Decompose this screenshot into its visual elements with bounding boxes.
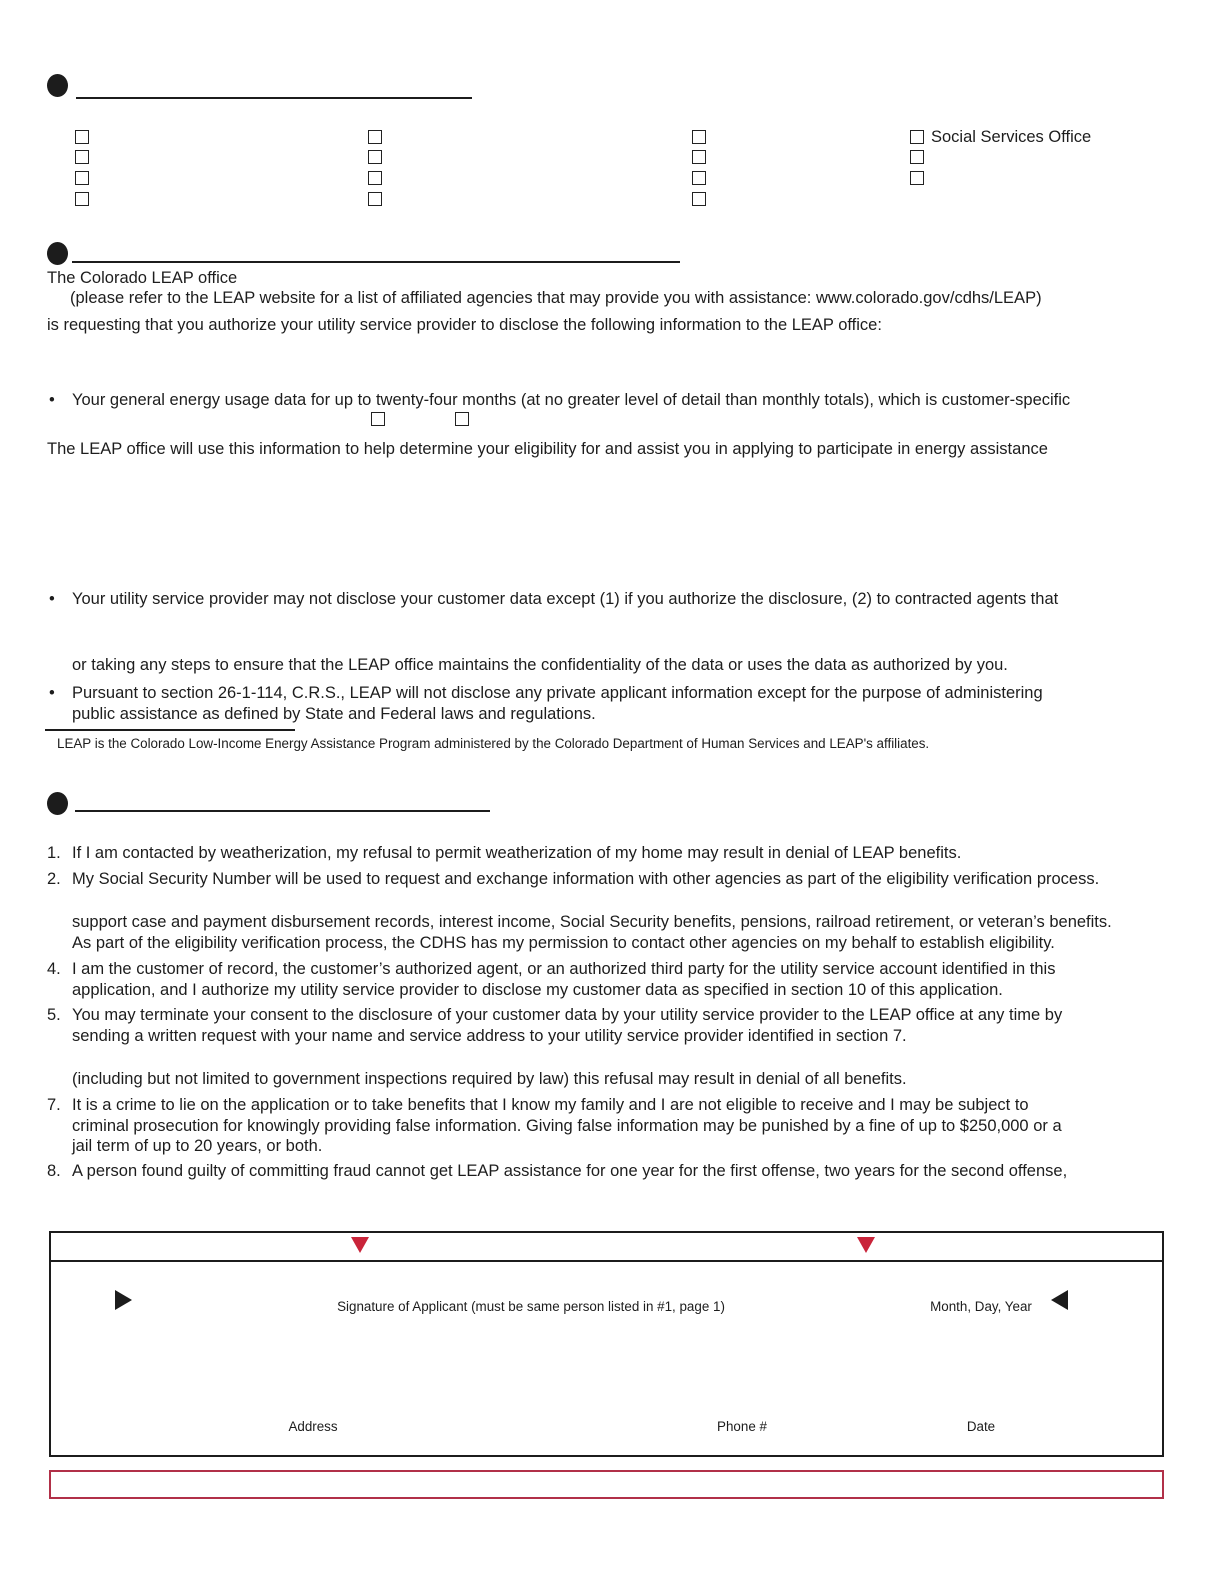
bullet-dot: • bbox=[49, 391, 55, 409]
checkbox[interactable] bbox=[692, 192, 706, 206]
cert-item-number: 2. bbox=[47, 870, 61, 888]
cert-item-line: jail term of up to 20 years, or both. bbox=[72, 1137, 323, 1155]
black-arrow-right-icon bbox=[115, 1290, 132, 1310]
cert-item-number: 4. bbox=[47, 960, 61, 978]
checkbox[interactable] bbox=[910, 171, 924, 185]
cert-item-line: sending a written request with your name and service address to your utility service provider identified in section 7. bbox=[72, 1027, 907, 1045]
checkbox[interactable] bbox=[368, 150, 382, 164]
signature-date-field[interactable] bbox=[881, 1263, 1081, 1297]
bullet-dot: • bbox=[49, 590, 55, 608]
checkbox[interactable] bbox=[368, 192, 382, 206]
bullet-dot: • bbox=[49, 684, 55, 702]
cert-item-number: 8. bbox=[47, 1162, 61, 1180]
checkbox[interactable] bbox=[368, 171, 382, 185]
cert-item-line: criminal prosecution for knowingly providing false information. Giving false information may be punished by a fine of up to $250,000 or a bbox=[72, 1117, 1062, 1135]
cert-item-line: application, and I authorize my utility service provider to disclose my customer data as specified in section 10 of this application. bbox=[72, 981, 1003, 999]
signature-field[interactable] bbox=[211, 1263, 851, 1297]
signature-box-header-strip bbox=[51, 1233, 1162, 1262]
phone-field[interactable] bbox=[651, 1373, 831, 1413]
cert-item-number: 5. bbox=[47, 1006, 61, 1024]
cert-item-line: It is a crime to lie on the application or to take benefits that I know my family and I are not eligible to receive and I may be subject to bbox=[72, 1096, 1029, 1114]
cert-item-line: If I am contacted by weatherization, my refusal to permit weatherization of my home may result in denial of LEAP benefits. bbox=[72, 844, 962, 862]
auth-leap-use-line: The LEAP office will use this information to help determine your eligibility for and assist you in applying to participate in energy assistance bbox=[47, 440, 1048, 458]
checkbox[interactable] bbox=[455, 412, 469, 426]
checkbox[interactable] bbox=[371, 412, 385, 426]
cert-item-line: As part of the eligibility verification process, the CDHS has my permission to contact other agencies on my behalf to establish eligibility. bbox=[72, 934, 1055, 952]
checkbox[interactable] bbox=[75, 192, 89, 206]
checkbox[interactable] bbox=[692, 130, 706, 144]
section1-title-blank-line bbox=[76, 97, 472, 99]
cert-item-line: A person found guilty of committing fraud cannot get LEAP assistance for one year for the first offense, two years for the second offense, bbox=[72, 1162, 1068, 1180]
auth-line-2: (please refer to the LEAP website for a list of affiliated agencies that may provide you with assistance: www.colorado.gov/cdhs/LEAP) bbox=[70, 289, 1042, 307]
signature-caption: Signature of Applicant (must be same person listed in #1, page 1) bbox=[337, 1299, 725, 1314]
section3-title-blank-line bbox=[75, 810, 490, 812]
cert-item-line: I am the customer of record, the customer’s authorized agent, or an authorized third party for the utility service account identified in this bbox=[72, 960, 1056, 978]
checkbox-social-services[interactable] bbox=[910, 130, 924, 144]
signature-box bbox=[49, 1231, 1164, 1457]
cert-item-line: You may terminate your consent to the disclosure of your customer data by your utility service provider to the LEAP office at any time by bbox=[72, 1006, 1063, 1024]
signature-date-caption: Month, Day, Year bbox=[930, 1299, 1032, 1314]
footnote-text: LEAP is the Colorado Low-Income Energy Assistance Program administered by the Colorado Department of Human Services and LEAP's affiliates. bbox=[57, 736, 930, 751]
cert-item-number: 1. bbox=[47, 844, 61, 862]
auth-line-1: The Colorado LEAP office bbox=[47, 269, 238, 287]
section2-bullet-marker bbox=[47, 242, 68, 265]
auth-bullet-pursuant-line1: Pursuant to section 26-1-114, C.R.S., LEAP will not disclose any private applicant information except for the purpose of administering bbox=[72, 684, 1043, 702]
red-notice-box bbox=[49, 1470, 1164, 1499]
auth-or-taking-line: or taking any steps to ensure that the LEAP office maintains the confidentiality of the data or uses the data as authorized by you. bbox=[72, 656, 1008, 674]
red-arrow-down-icon bbox=[351, 1237, 369, 1253]
checkbox[interactable] bbox=[75, 130, 89, 144]
date-field[interactable] bbox=[881, 1373, 1041, 1413]
auth-bullet-pursuant-line2: public assistance as defined by State and Federal laws and regulations. bbox=[72, 705, 596, 723]
section3-bullet-marker bbox=[47, 792, 68, 815]
cert-item-line: My Social Security Number will be used to request and exchange information with other agencies as part of the eligibility verification process. bbox=[72, 870, 1100, 888]
footnote-separator bbox=[45, 729, 295, 731]
section2-title-blank-line bbox=[72, 261, 680, 263]
auth-line-3: is requesting that you authorize your utility service provider to disclose the following information to the LEAP office: bbox=[47, 316, 882, 334]
checkbox[interactable] bbox=[692, 150, 706, 164]
checkbox[interactable] bbox=[910, 150, 924, 164]
checkbox[interactable] bbox=[368, 130, 382, 144]
checkbox[interactable] bbox=[75, 150, 89, 164]
red-arrow-down-icon bbox=[857, 1237, 875, 1253]
phone-label: Phone # bbox=[717, 1419, 767, 1434]
date-label: Date bbox=[966, 1419, 996, 1434]
address-field[interactable] bbox=[171, 1373, 591, 1413]
address-label: Address bbox=[288, 1419, 338, 1434]
cert-item-line: (including but not limited to government inspections required by law) this refusal may result in denial of all benefits. bbox=[72, 1070, 907, 1088]
checkbox[interactable] bbox=[692, 171, 706, 185]
section1-bullet-marker bbox=[47, 74, 68, 97]
auth-bullet-no-disclose: Your utility service provider may not disclose your customer data except (1) if you authorize the disclosure, (2) to contracted agents that bbox=[72, 590, 1059, 608]
checkbox[interactable] bbox=[75, 171, 89, 185]
social-services-label: Social Services Office bbox=[931, 128, 1092, 146]
cert-item-line: support case and payment disbursement records, interest income, Social Security benefits, pensions, railroad retirement, or veteran’s benefits. bbox=[72, 913, 1112, 931]
cert-item-number: 7. bbox=[47, 1096, 61, 1114]
auth-bullet-energy-usage: Your general energy usage data for up to twenty-four months (at no greater level of detail than monthly totals), which is customer-specific bbox=[72, 391, 1071, 409]
